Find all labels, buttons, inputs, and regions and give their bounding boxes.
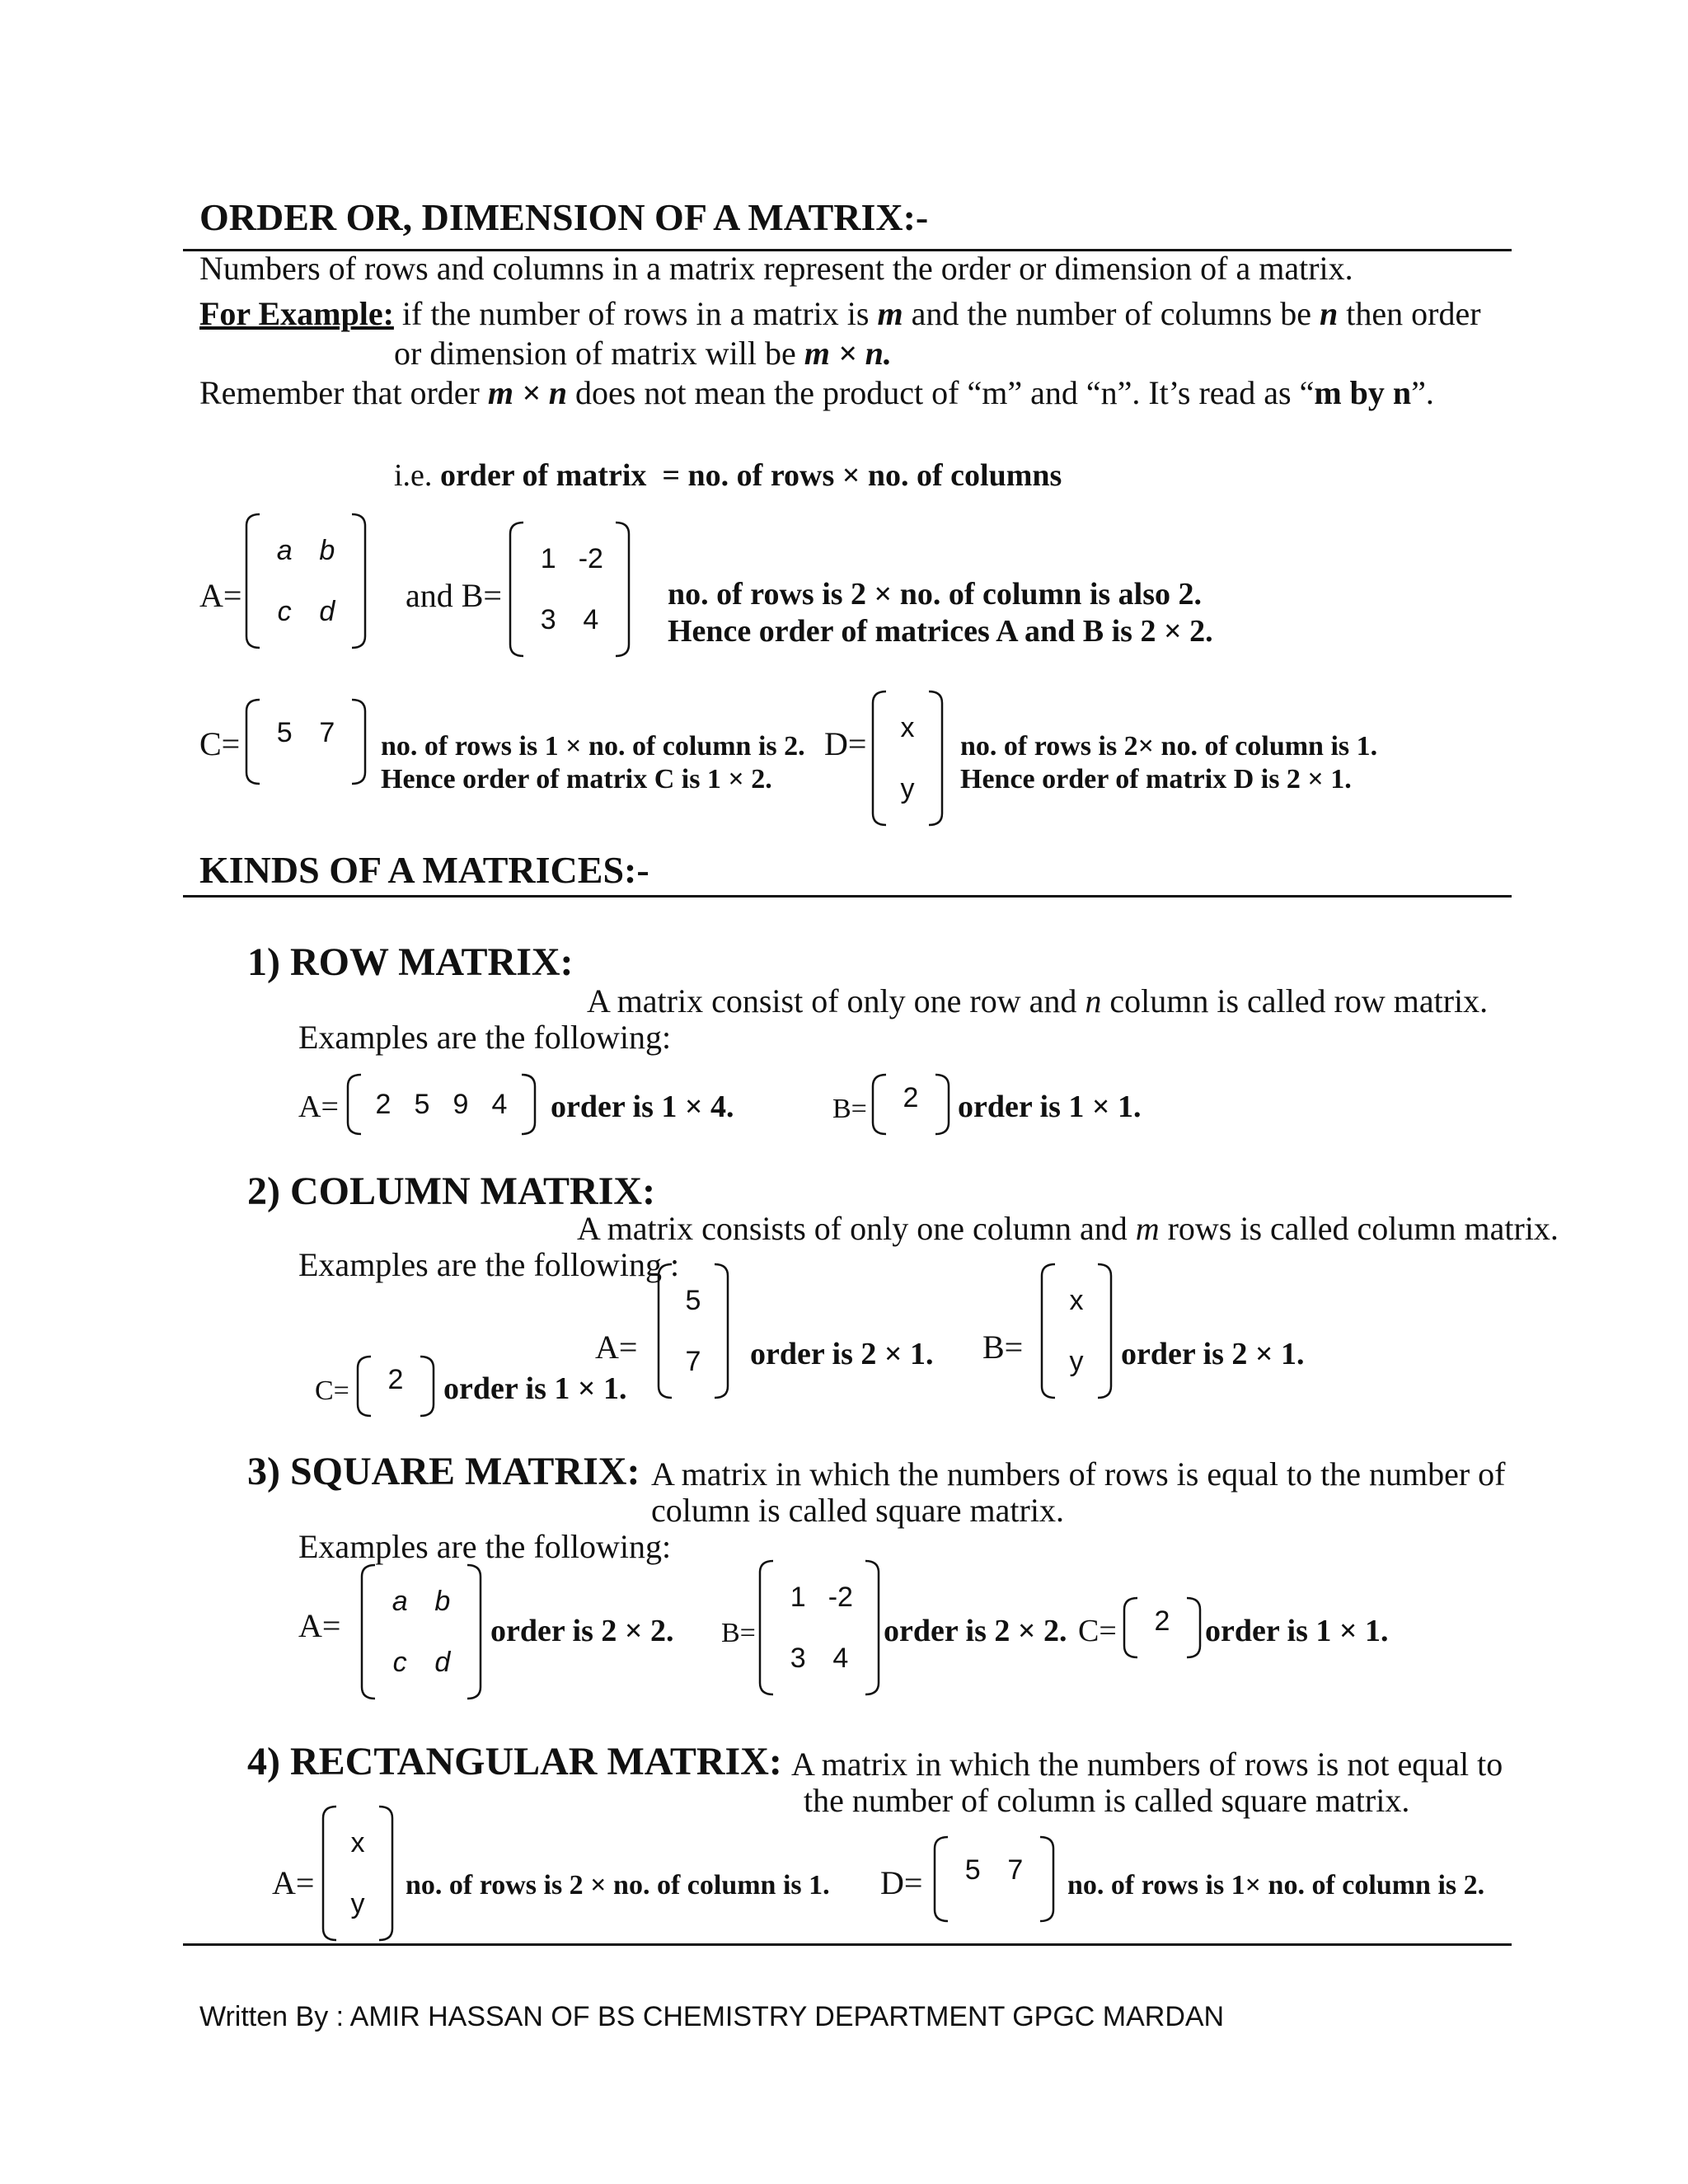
column-matrix-B bbox=[1039, 1261, 1114, 1401]
matrix-cell: b bbox=[434, 1585, 451, 1617]
column-B-label: B= bbox=[982, 1329, 1024, 1366]
column-A-label: A= bbox=[595, 1329, 638, 1366]
row-matrix-B bbox=[870, 1071, 952, 1137]
square-matrix-A bbox=[359, 1562, 484, 1702]
right-bracket bbox=[467, 1565, 481, 1699]
matrix-cell: 5 bbox=[414, 1089, 430, 1120]
example-matrix-C bbox=[243, 696, 368, 787]
rectangular-D-note: no. of rows is 1× no. of column is 2. bbox=[1067, 1870, 1485, 1900]
ie-left: order of matrix bbox=[439, 458, 647, 493]
right-bracket bbox=[929, 691, 942, 825]
row-A-label: A= bbox=[298, 1090, 339, 1124]
kinds-divider bbox=[183, 895, 1512, 898]
left-bracket bbox=[760, 1561, 773, 1694]
matrix-cell: 7 bbox=[1007, 1854, 1024, 1886]
square-B-order: order is 2 × 2. bbox=[884, 1614, 1067, 1648]
right-bracket bbox=[935, 1075, 949, 1134]
right-bracket bbox=[1098, 1264, 1111, 1398]
col-def-a: A matrix consists of only one column and bbox=[577, 1210, 1128, 1247]
example-C-label: C= bbox=[199, 725, 241, 762]
row-def-a: A matrix consist of only one row and bbox=[587, 982, 1077, 1019]
matrix-cell: b bbox=[319, 534, 335, 566]
row-examples-label: Examples are the following: bbox=[298, 1019, 672, 1056]
column-A-order: order is 2 × 1. bbox=[750, 1337, 934, 1371]
rectangular-matrix-D bbox=[931, 1834, 1057, 1924]
example-AB-note-1: no. of rows is 2 × no. of column is also 2. bbox=[668, 577, 1203, 612]
left-bracket bbox=[1124, 1598, 1137, 1657]
matrix-brackets bbox=[359, 1562, 484, 1702]
example-D-note-2: Hence order of matrix D is 2 × 1. bbox=[960, 764, 1352, 794]
matrix-cell: a bbox=[276, 534, 293, 566]
intro-text: Numbers of rows and columns in a matrix represent the order or dimension of a matrix. bbox=[199, 250, 1353, 287]
example-matrix-A bbox=[243, 511, 368, 651]
matrix-cell: y bbox=[900, 773, 915, 805]
matrix-brackets bbox=[757, 1558, 882, 1698]
left-bracket bbox=[510, 523, 523, 656]
example-m: m bbox=[877, 295, 903, 332]
row-def-n: n bbox=[1085, 982, 1102, 1019]
heading-square-matrix: 3) SQUARE MATRIX: bbox=[247, 1450, 640, 1493]
square-matrix-B bbox=[757, 1558, 882, 1698]
row-B-order: order is 1 × 1. bbox=[958, 1090, 1142, 1124]
remember-a: Remember that order bbox=[199, 374, 480, 411]
row-def-b: column is called row matrix. bbox=[1109, 982, 1489, 1019]
matrix-cell: 5 bbox=[964, 1854, 981, 1886]
example-and-B-label: and B= bbox=[406, 577, 502, 614]
example-matrix-D bbox=[870, 688, 945, 828]
matrix-cell: x bbox=[350, 1826, 365, 1858]
ie-right: = no. of rows × no. of columns bbox=[662, 458, 1062, 493]
square-def-1: A matrix in which the numbers of rows is equal to the number of bbox=[651, 1455, 1506, 1493]
left-bracket bbox=[246, 700, 260, 784]
section-title-kinds: KINDS OF A MATRICES:- bbox=[199, 849, 649, 891]
matrix-cell: 9 bbox=[452, 1089, 469, 1120]
rectangular-def-1: A matrix in which the numbers of rows is not equal to bbox=[791, 1746, 1503, 1783]
rectangular-D-label: D= bbox=[880, 1864, 923, 1901]
column-B-order: order is 2 × 1. bbox=[1121, 1337, 1305, 1371]
matrix-cell: a bbox=[392, 1585, 408, 1617]
matrix-cell: 7 bbox=[319, 717, 335, 748]
remember-bold: m by n bbox=[1314, 374, 1412, 411]
column-examples-label: Examples are the following : bbox=[298, 1246, 680, 1283]
matrix-cell: d bbox=[319, 596, 335, 628]
example-line-2 bbox=[394, 335, 892, 373]
rectangular-A-label: A= bbox=[272, 1864, 315, 1901]
matrix-cell: 2 bbox=[1154, 1605, 1170, 1637]
matrix-cell: 3 bbox=[540, 604, 556, 636]
example-label: For Example: bbox=[199, 295, 394, 332]
matrix-cell: 7 bbox=[685, 1346, 701, 1378]
example-line-1 bbox=[199, 295, 1481, 333]
right-bracket bbox=[865, 1561, 879, 1694]
column-matrix-C bbox=[354, 1353, 437, 1419]
example-A-label: A= bbox=[199, 577, 242, 614]
heading-row-matrix: 1) ROW MATRIX: bbox=[247, 940, 574, 984]
left-bracket bbox=[873, 691, 886, 825]
square-examples-label: Examples are the following: bbox=[298, 1528, 672, 1565]
matrix-cell: 1 bbox=[540, 542, 556, 574]
rectangular-matrix-A bbox=[320, 1803, 396, 1943]
left-bracket bbox=[362, 1565, 375, 1699]
matrix-cell: 2 bbox=[387, 1364, 404, 1395]
example-n: n bbox=[1320, 295, 1339, 332]
col-def-b: rows is called column matrix. bbox=[1167, 1210, 1559, 1247]
right-bracket bbox=[420, 1357, 434, 1416]
example-D-note-1: no. of rows is 2× no. of column is 1. bbox=[960, 731, 1378, 762]
column-matrix-A bbox=[655, 1261, 731, 1401]
right-bracket bbox=[379, 1807, 392, 1940]
column-C-label: C= bbox=[315, 1376, 349, 1406]
square-A-label: A= bbox=[298, 1607, 341, 1644]
heading-column-matrix: 2) COLUMN MATRIX: bbox=[247, 1169, 656, 1213]
matrix-cell: y bbox=[1069, 1346, 1084, 1378]
matrix-cell: 5 bbox=[685, 1284, 701, 1316]
example-text-1b: and the number of columns be bbox=[911, 295, 1312, 332]
right-bracket bbox=[715, 1264, 728, 1398]
matrix-cell: x bbox=[900, 711, 915, 743]
left-bracket bbox=[1042, 1264, 1055, 1398]
ie-prefix: i.e. bbox=[394, 458, 433, 493]
example-C-note-1: no. of rows is 1 × no. of column is 2. bbox=[381, 731, 805, 762]
remember-line bbox=[199, 374, 1434, 412]
example-D-label: D= bbox=[824, 725, 867, 762]
matrix-cell: y bbox=[350, 1888, 365, 1920]
matrix-cell: 2 bbox=[375, 1089, 392, 1120]
square-A-order: order is 2 × 2. bbox=[490, 1614, 674, 1648]
rectangular-def-2: the number of column is called square matrix. bbox=[804, 1782, 1410, 1819]
matrix-cell: 1 bbox=[790, 1581, 806, 1613]
row-B-label: B= bbox=[832, 1094, 867, 1124]
remember-b: does not mean the product of “m” and “n”. It’s read as “ bbox=[575, 374, 1315, 411]
example-text-2a: or dimension of matrix will be bbox=[394, 335, 796, 372]
right-bracket bbox=[1040, 1837, 1053, 1921]
remember-mxn: m × n bbox=[487, 374, 568, 411]
right-bracket bbox=[352, 514, 365, 648]
matrix-cell: 4 bbox=[583, 604, 599, 636]
row-matrix-A bbox=[345, 1071, 538, 1137]
matrix-brackets bbox=[1039, 1261, 1114, 1401]
row-A-order: order is 1 × 4. bbox=[551, 1090, 734, 1124]
right-bracket bbox=[352, 700, 365, 784]
row-matrix-definition bbox=[587, 982, 1488, 1020]
square-matrix-C bbox=[1121, 1595, 1203, 1661]
column-C-order: order is 1 × 1. bbox=[443, 1371, 627, 1406]
example-matrix-B bbox=[507, 519, 632, 659]
ie-formula bbox=[394, 458, 1062, 494]
matrix-cell: 5 bbox=[276, 717, 293, 748]
matrix-cell: c bbox=[392, 1647, 407, 1679]
matrix-cell: 4 bbox=[832, 1643, 849, 1675]
left-bracket bbox=[659, 1264, 672, 1398]
matrix-cell: 2 bbox=[903, 1082, 919, 1113]
heading-rectangular-matrix: 4) RECTANGULAR MATRIX: bbox=[247, 1740, 782, 1783]
matrix-brackets bbox=[320, 1803, 396, 1943]
left-bracket bbox=[873, 1075, 886, 1134]
square-def-2: column is called square matrix. bbox=[651, 1492, 1064, 1529]
left-bracket bbox=[323, 1807, 336, 1940]
matrix-cell: 3 bbox=[790, 1643, 806, 1675]
matrix-brackets bbox=[243, 511, 368, 651]
square-B-label: B= bbox=[721, 1618, 756, 1648]
example-text-1a: if the number of rows in a matrix is bbox=[401, 295, 870, 332]
right-bracket bbox=[616, 523, 629, 656]
footer-credit: Written By : AMIR HASSAN OF BS CHEMISTRY DEPARTMENT GPGC MARDAN bbox=[199, 2001, 1225, 2032]
left-bracket bbox=[935, 1837, 948, 1921]
matrix-cell: -2 bbox=[828, 1581, 853, 1613]
left-bracket bbox=[246, 514, 260, 648]
matrix-cell: d bbox=[434, 1647, 451, 1679]
rectangular-A-note: no. of rows is 2 × no. of column is 1. bbox=[406, 1870, 830, 1900]
col-def-m: m bbox=[1135, 1210, 1160, 1247]
matrix-cell: c bbox=[277, 596, 292, 628]
square-C-label: C= bbox=[1078, 1614, 1117, 1648]
example-C-note-2: Hence order of matrix C is 1 × 2. bbox=[381, 764, 772, 794]
column-matrix-definition bbox=[577, 1210, 1559, 1248]
right-bracket bbox=[1187, 1598, 1200, 1657]
example-AB-note-2: Hence order of matrices A and B is 2 × 2. bbox=[668, 614, 1213, 649]
left-bracket bbox=[358, 1357, 371, 1416]
matrix-brackets bbox=[655, 1261, 731, 1401]
matrix-cell: -2 bbox=[578, 542, 603, 574]
example-mxn: m × n. bbox=[804, 335, 892, 372]
remember-c: ”. bbox=[1411, 374, 1434, 411]
matrix-cell: x bbox=[1069, 1284, 1084, 1316]
matrix-brackets bbox=[870, 688, 945, 828]
section-title-order: ORDER OR, DIMENSION OF A MATRIX:- bbox=[199, 196, 929, 238]
example-text-1c: then order bbox=[1346, 295, 1481, 332]
square-C-order: order is 1 × 1. bbox=[1205, 1614, 1389, 1648]
bottom-divider bbox=[183, 1943, 1512, 1946]
matrix-cell: 4 bbox=[491, 1089, 508, 1120]
matrix-brackets bbox=[507, 519, 632, 659]
